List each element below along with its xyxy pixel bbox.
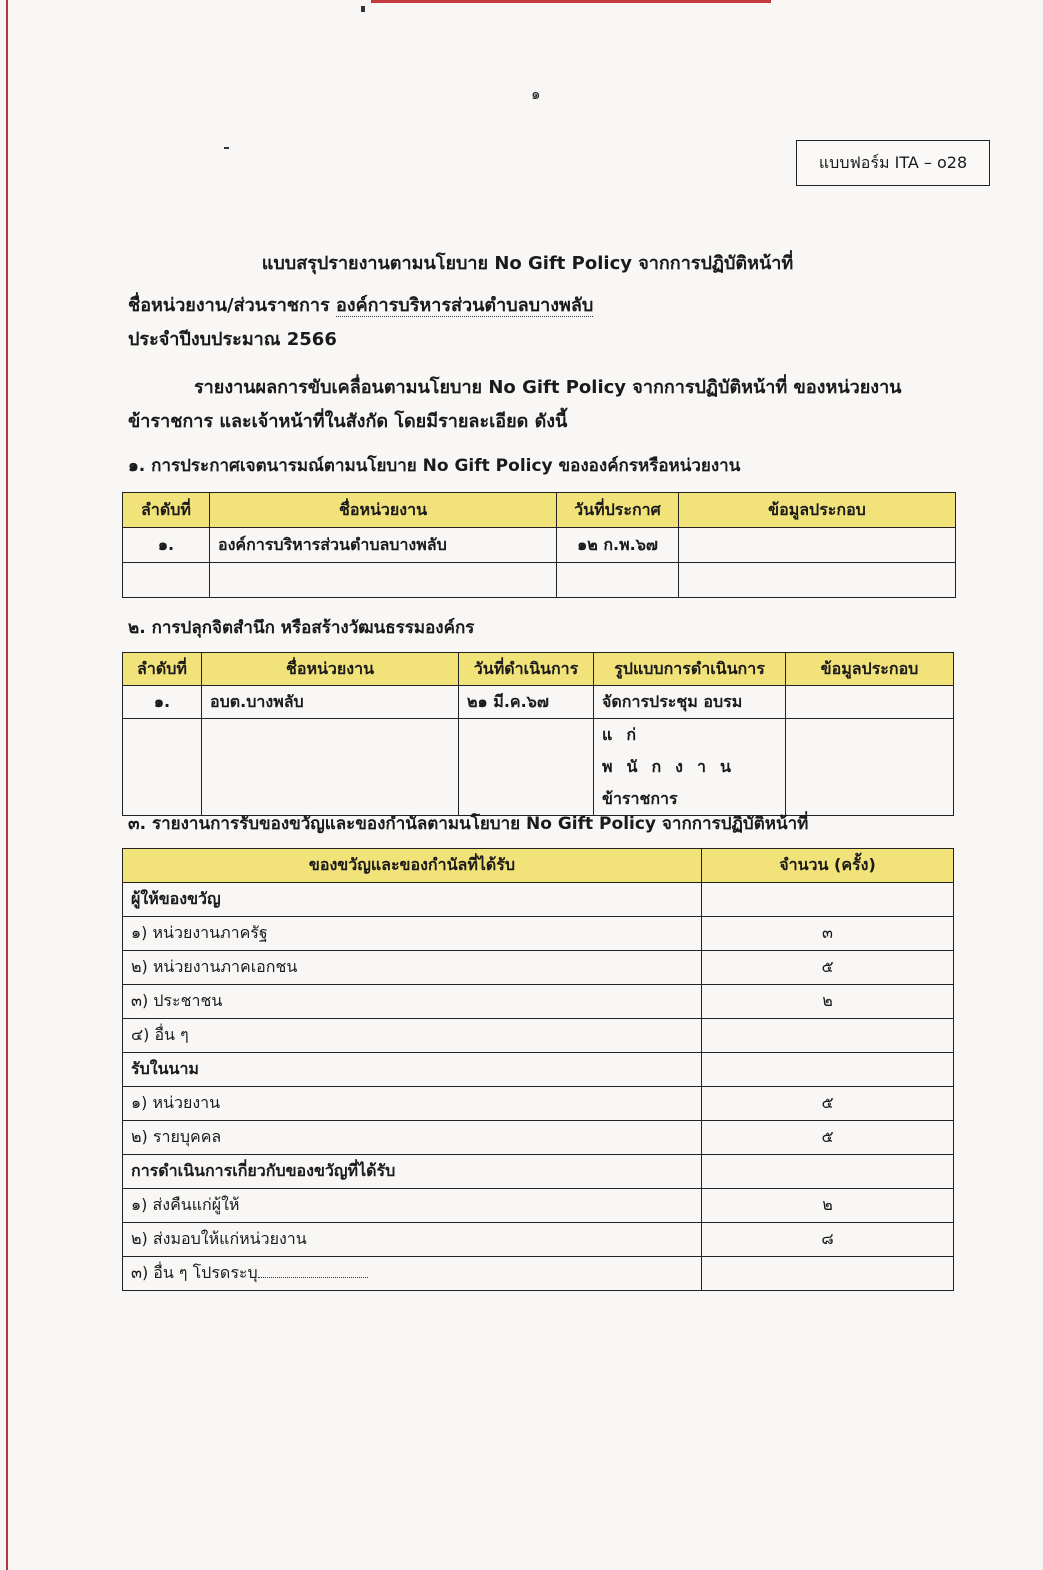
gift-label: ผู้ให้ของขวัญ xyxy=(131,889,221,908)
form-code: แบบฟอร์ม ITA – o28 xyxy=(818,152,968,172)
section-1-heading: ๑. การประกาศเจตนารมณ์ตามนโยบาย No Gift Policy ขององค์กรหรือหน่วยงาน xyxy=(128,456,741,476)
table-row xyxy=(123,1087,954,1121)
table-cell: ๑. xyxy=(123,528,210,563)
table-row xyxy=(123,1223,954,1257)
gift-rows xyxy=(123,883,954,1291)
gift-label-cell xyxy=(123,1053,702,1087)
group-row xyxy=(123,883,954,917)
awareness-table xyxy=(122,652,954,816)
document-page xyxy=(6,0,1040,1570)
specify-dotted-line xyxy=(258,1277,368,1278)
table-cell xyxy=(594,719,786,816)
gift-label-cell xyxy=(123,1087,702,1121)
format-text-a: แก่พนักงาน xyxy=(602,725,745,776)
table-row xyxy=(123,1019,954,1053)
gift-count-cell: ๓ xyxy=(702,917,954,951)
table-cell xyxy=(459,719,594,816)
table-row xyxy=(123,917,954,951)
document-title: แบบสรุปรายงานตามนโยบาย No Gift Policy จากการปฏิบัติหน้าที่ xyxy=(261,253,794,274)
gift-label-cell xyxy=(123,985,702,1019)
table-cell xyxy=(786,686,954,719)
col-header: ลำดับที่ xyxy=(123,493,210,528)
gift-label-cell xyxy=(123,1019,702,1053)
gift-count-cell xyxy=(702,1155,954,1189)
gift-label-cell xyxy=(123,883,702,917)
gift-count-cell: ๕ xyxy=(702,1121,954,1155)
table-cell xyxy=(679,563,956,598)
gift-label: รับในนาม xyxy=(131,1059,199,1078)
gift-label-cell xyxy=(123,951,702,985)
intro-line-1: รายงานผลการขับเคลื่อนตามนโยบาย No Gift Policy จากการปฏิบัติหน้าที่ ของหน่วยงาน xyxy=(194,377,902,398)
format-text-b: ข้าราชการ xyxy=(602,789,678,808)
top-edge-strip xyxy=(371,0,771,3)
table-header-row xyxy=(123,849,954,883)
col-header: วันที่ดำเนินการ xyxy=(459,653,594,686)
agency-name: องค์การบริหารส่วนตำบลบางพลับ xyxy=(335,295,594,316)
gift-count-cell xyxy=(702,1053,954,1087)
gift-count-cell: ๒ xyxy=(702,1189,954,1223)
gift-label: การดำเนินการเกี่ยวกับของขวัญที่ได้รับ xyxy=(131,1161,396,1180)
gift-label-cell xyxy=(123,1189,702,1223)
table-row xyxy=(123,563,956,598)
gift-count-cell xyxy=(702,883,954,917)
gift-label: ๑) ส่งคืนแก่ผู้ให้ xyxy=(131,1195,240,1214)
gift-report-table xyxy=(122,848,954,1291)
table-row xyxy=(123,985,954,1019)
col-header: รูปแบบการดำเนินการ xyxy=(594,653,786,686)
gift-count-cell xyxy=(702,1257,954,1291)
table-cell: องค์การบริหารส่วนตำบลบางพลับ xyxy=(210,528,557,563)
table-header-row xyxy=(123,653,954,686)
announcement-table xyxy=(122,492,956,598)
gift-count-cell: ๕ xyxy=(702,1087,954,1121)
table-cell xyxy=(786,719,954,816)
gift-count-cell xyxy=(702,1019,954,1053)
gift-label: ๒) ส่งมอบให้แก่หน่วยงาน xyxy=(131,1229,307,1248)
section-2-heading: ๒. การปลุกจิตสำนึก หรือสร้างวัฒนธรรมองค์กร xyxy=(128,618,475,638)
table-row xyxy=(123,1189,954,1223)
section-3-heading: ๓. รายงานการรับของขวัญและของกำนัลตามนโยบาย No Gift Policy จากการปฏิบัติหน้าที่ xyxy=(128,814,809,834)
table-cell xyxy=(123,719,202,816)
gift-label-cell xyxy=(123,917,702,951)
gift-count-cell: ๒ xyxy=(702,985,954,1019)
table-cell: ๑๒ ก.พ.๖๗ xyxy=(557,528,679,563)
group-row xyxy=(123,1053,954,1087)
table-cell xyxy=(123,563,210,598)
gift-label: ๒) หน่วยงานภาคเอกชน xyxy=(131,957,298,976)
table-row xyxy=(123,951,954,985)
gift-count-cell: ๕ xyxy=(702,951,954,985)
gift-label: ๒) รายบุคคล xyxy=(131,1127,222,1146)
table-cell: ๒๑ มี.ค.๖๗ xyxy=(459,686,594,719)
scan-mark xyxy=(361,6,365,12)
col-header: จำนวน (ครั้ง) xyxy=(702,849,954,883)
col-header: ของขวัญและของกำนัลที่ได้รับ xyxy=(123,849,702,883)
group-row xyxy=(123,1155,954,1189)
intro-line-2: ข้าราชการ และเจ้าหน้าที่ในสังกัด โดยมีรายละเอียด ดังนี้ xyxy=(128,411,568,432)
table-cell: จัดการประชุม อบรม xyxy=(594,686,786,719)
table-cell xyxy=(557,563,679,598)
col-header: ชื่อหน่วยงาน xyxy=(202,653,459,686)
form-code-box xyxy=(796,140,990,186)
table-row xyxy=(123,1257,954,1291)
gift-label: ๓) ประชาชน xyxy=(131,991,223,1010)
gift-label: ๑) หน่วยงาน xyxy=(131,1093,221,1112)
col-header: ข้อมูลประกอบ xyxy=(786,653,954,686)
table-row xyxy=(123,1121,954,1155)
col-header: ชื่อหน่วยงาน xyxy=(210,493,557,528)
gift-label-cell xyxy=(123,1121,702,1155)
col-header: วันที่ประกาศ xyxy=(557,493,679,528)
table-cell: ๑. xyxy=(123,686,202,719)
table-row xyxy=(123,528,956,563)
gift-label-cell xyxy=(123,1223,702,1257)
gift-label: ๔) อื่น ๆ xyxy=(131,1025,189,1044)
table-cell: อบต.บางพลับ xyxy=(202,686,459,719)
gift-label-cell xyxy=(123,1257,702,1291)
col-header: ลำดับที่ xyxy=(123,653,202,686)
gift-label-cell xyxy=(123,1155,702,1189)
table-row xyxy=(123,719,954,816)
gift-label: ๑) หน่วยงานภาครัฐ xyxy=(131,923,268,942)
table-cell xyxy=(679,528,956,563)
gift-label: ๓) อื่น ๆ โปรดระบุ xyxy=(131,1263,258,1282)
scan-mark xyxy=(224,147,229,149)
agency-line xyxy=(128,290,593,319)
table-row xyxy=(123,686,954,719)
col-header: ข้อมูลประกอบ xyxy=(679,493,956,528)
table-header-row xyxy=(123,493,956,528)
table-cell xyxy=(202,719,459,816)
page-number: ๑ xyxy=(531,85,541,103)
gift-count-cell: ๘ xyxy=(702,1223,954,1257)
fiscal-year: ประจำปีงบประมาณ 2566 xyxy=(128,329,337,350)
table-cell xyxy=(210,563,557,598)
agency-label: ชื่อหน่วยงาน/ส่วนราชการ xyxy=(128,295,330,316)
